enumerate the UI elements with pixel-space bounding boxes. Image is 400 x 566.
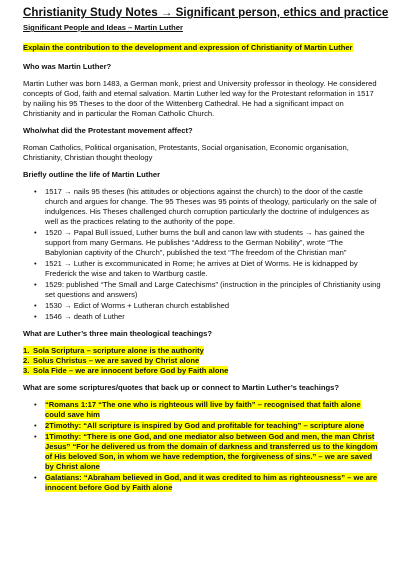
list-item: • 1530 → Edict of Worms + Lutheran church established <box>34 301 230 310</box>
bullet-glyph: • <box>34 228 37 237</box>
question-three-teachings: What are Luther’s three main theological teachings? <box>23 329 213 338</box>
list-item: • “Romans 1:17 “The one who is righteous will live by faith” – recognised that faith alone could save him <box>34 400 361 419</box>
answer-protestant-affect: Roman Catholics, Political organisation, Protestants, Social organisation, Economic organisation, Christianity, Christian thought theology <box>23 143 349 162</box>
question-protestant-affect: Who/what did the Protestant movement affect? <box>23 126 193 135</box>
task-prompt: Explain the contribution to the development and expression of Christianity of Martin Luther <box>23 43 353 52</box>
list-item: 2. Solus Christus – we are saved by Christ alone <box>23 356 200 365</box>
bullet-glyph: • <box>34 301 37 310</box>
question-scriptures: What are some scriptures/quotes that back up or connect to Martin Luther’s teachings? <box>23 383 340 392</box>
bullet-glyph: • <box>34 400 37 409</box>
teachings-list <box>23 346 382 376</box>
list-item: • 1Timothy: “There is one God, and one mediator also between God and men, the man Christ Jesus” “For he delivered us from the domain of darkness and transferred us to the kingdom of His beloved Son, in whom we have redemption, the forgiveness of sins.” – we are saved by Christ alone <box>34 432 378 471</box>
bullet-glyph: • <box>34 473 37 482</box>
list-item: • 1520 → Papal Bull issued, Luther burns the bull and canon law with students → has gained the support from many Germans. He publishes “Address to the German Nobility”, wrote “The Babylonian captivity of the Church”, published the text “The freedom of the Christian man” <box>34 228 365 257</box>
section-subheading: Significant People and Ideas – Martin Luther <box>23 23 183 32</box>
answer-who-was-luther: Martin Luther was born 1483, a German monk, priest and University professor in theology. He considered concepts of God, faith and eternal salvation. Martin Luther led way for the Protestant reformation in 1517 by nailing his 95 Theses to the door of the Wittenberg Cathedral. He had a significant impact on Christianity and in particular the Roman Catholic Church. <box>23 79 377 118</box>
list-item: • 1546 → death of Luther <box>34 312 125 321</box>
life-timeline-list <box>23 187 382 322</box>
list-item: • 2Timothy: “All scripture is inspired by God and profitable for teaching” – scripture alone <box>34 421 365 430</box>
bullet-glyph: • <box>34 421 37 430</box>
list-item: • 1529: published “The Small and Large Catechisms” (instruction in the principles of Christianity using set questions and answers) <box>34 280 381 299</box>
list-item: • Galatians: “Abraham believed in God, and it was credited to him as righteousness” – we are innocent before God by Faith alone <box>34 473 378 492</box>
bullet-glyph: • <box>34 259 37 268</box>
question-who-was-luther: Who was Martin Luther? <box>23 62 112 71</box>
list-item: 1. Sola Scriptura – scripture alone is the authority <box>23 346 204 355</box>
list-item: • 1517 → nails 95 theses (his attitudes or objections against the church) to the door of the castle church and argues for change. The 95 Theses was 95 points of theology, particularly on the sale of indulgences. His Theses challenged church corruption particularly the doctrine of indulgences as well as the practices relating to the authority of the pope. <box>34 187 377 226</box>
task-block <box>23 37 382 55</box>
bullet-glyph: • <box>34 280 37 289</box>
bullet-glyph: • <box>34 432 37 441</box>
question-life-outline: Briefly outline the life of Martin Luther <box>23 170 161 179</box>
list-item: 3. Sola Fide – we are innocent before God by Faith alone <box>23 366 229 375</box>
page-title: Christianity Study Notes → Significant person, ethics and practice <box>23 6 389 19</box>
list-item: • 1521 → Luther is excommunicated in Rome; he arrives at Diet of Worms. He is kidnapped by Frederick the wise and taken to Wartburg castle. <box>34 259 358 278</box>
bullet-glyph: • <box>34 312 37 321</box>
bullet-glyph: • <box>34 187 37 196</box>
quotes-list <box>23 400 382 493</box>
